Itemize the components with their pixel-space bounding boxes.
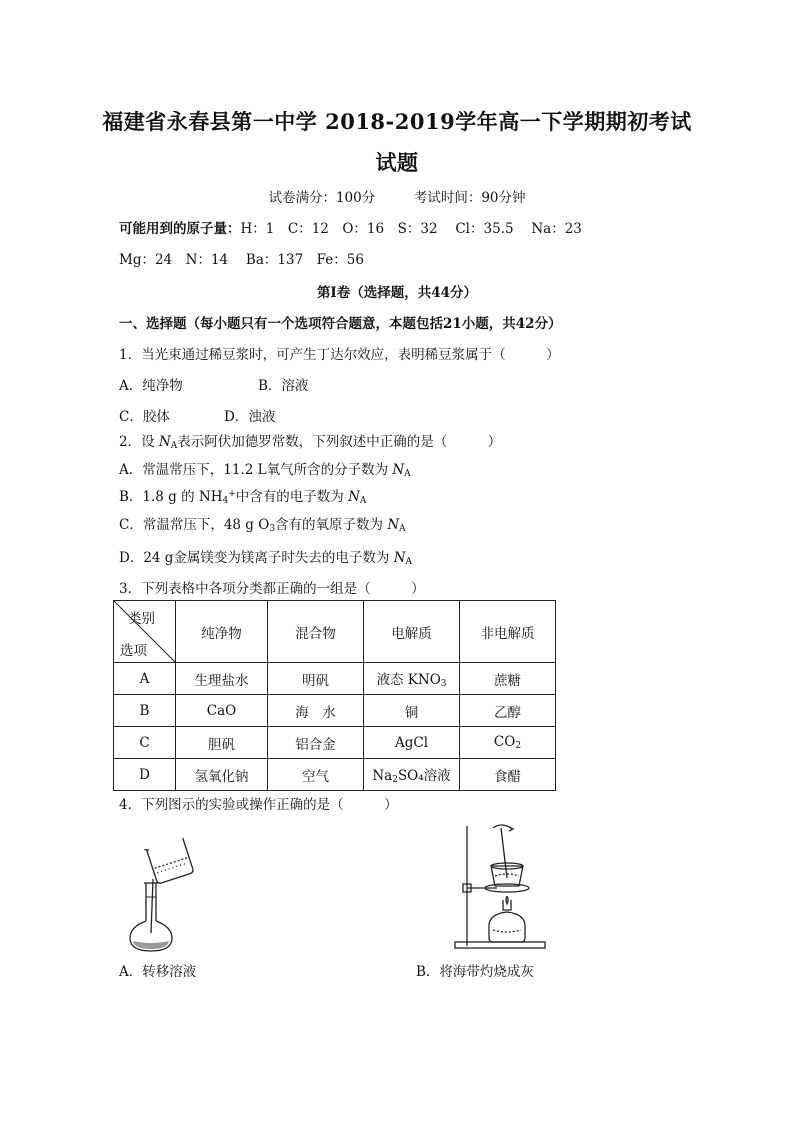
atomic-mass-label: 可能用到的原子量：: [119, 221, 241, 237]
q2-stem: 2．设 $N_A$表示阿伏加德罗常数，下列叙述中正确的是（ ）: [119, 434, 502, 451]
doc-title-line2: 试题: [375, 150, 419, 175]
exam-time: 考试时间：90分钟: [413, 190, 526, 206]
header-cell: 电解质: [364, 601, 460, 663]
table-cell: 氢氧化钠: [176, 759, 268, 791]
atomic-mass-line2: Mg：24 N：14 Ba：137 Fe：56: [119, 252, 364, 268]
table-cell: $Na_2SO_4$溶液: [364, 759, 460, 791]
q4-stem: 4．下列图示的实验或操作正确的是（ ）: [119, 797, 398, 813]
ignition-apparatus-illustration: [445, 818, 555, 953]
table-cell: 铝合金: [268, 727, 364, 759]
exam-meta: [0, 186, 794, 206]
volumetric-flask-illustration: [118, 835, 208, 955]
atomic-mass-line1: [119, 217, 582, 237]
table-cell: $CO_2$: [460, 727, 556, 759]
row-key: A: [114, 663, 176, 695]
header-cell: 纯净物: [176, 601, 268, 663]
table-cell: 食醋: [460, 759, 556, 791]
q1-option-b: B．溶液: [258, 378, 309, 394]
row-key: C: [114, 727, 176, 759]
corner-label-bottom: 选项: [120, 643, 147, 659]
header-cell: 混合物: [268, 601, 364, 663]
corner-label-top: 类别: [128, 611, 155, 627]
table-row: [114, 695, 556, 727]
table-cell: 明矾: [268, 663, 364, 695]
table-row: [114, 663, 556, 695]
q2-option-a: A．常温常压下，11.2 L氧气所含的分子数为 $N_A$: [119, 462, 411, 479]
full-score: 试卷满分：100分: [268, 190, 376, 206]
q1-option-d: D．浊液: [224, 409, 276, 425]
row-key: B: [114, 695, 176, 727]
table-cell: 胆矾: [176, 727, 268, 759]
q2-option-d: D．24 g金属镁变为镁离子时失去的电子数为 $N_A$: [119, 550, 413, 567]
row-key: D: [114, 759, 176, 791]
volume-title: 第Ⅰ卷（选择题，共44分）: [316, 285, 478, 301]
header-cell: 非电解质: [460, 601, 556, 663]
q1-option-a: A．纯净物: [119, 378, 183, 394]
q1-stem: 1．当光束通过稀豆浆时，可产生丁达尔效应，表明稀豆浆属于（ ）: [119, 347, 560, 363]
table-cell: 空气: [268, 759, 364, 791]
classification-table: [113, 600, 556, 791]
corner-cell: [114, 601, 176, 663]
table-cell: 海 水: [268, 695, 364, 727]
q2-option-c: C．常温常压下，48 g $O_3$含有的氧原子数为 $N_A$: [119, 517, 406, 534]
table-cell: AgCl: [364, 727, 460, 759]
table-row: [114, 759, 556, 791]
q4-option-a-caption: A．转移溶液: [119, 964, 197, 980]
q2-option-b: B．1.8 g 的 $NH_4^+$中含有的电子数为 $N_A$: [119, 489, 367, 506]
table-cell: 生理盐水: [176, 663, 268, 695]
q4-option-b-caption: B．将海带灼烧成灰: [416, 964, 534, 980]
q3-stem: 3．下列表格中各项分类都正确的一组是（ ）: [119, 581, 425, 597]
q1-option-c: C．胶体: [119, 409, 170, 425]
table-cell: 铜: [364, 695, 460, 727]
table-cell: 液态 $KNO_3$: [364, 663, 460, 695]
table-header-row: [114, 601, 556, 663]
atomic-mass-values1: H：1 C：12 O：16 S：32 Cl：35.5 Na：23: [240, 221, 582, 237]
table-row: [114, 727, 556, 759]
table-cell: 蔗糖: [460, 663, 556, 695]
table-cell: 乙醇: [460, 695, 556, 727]
table-cell: CaO: [176, 695, 268, 727]
doc-title-line1: 福建省永春县第一中学 2018-2019学年高一下学期期初考试: [102, 109, 692, 134]
section-heading: 一、选择题（每小题只有一个选项符合题意，本题包括21小题，共42分）: [119, 316, 562, 332]
